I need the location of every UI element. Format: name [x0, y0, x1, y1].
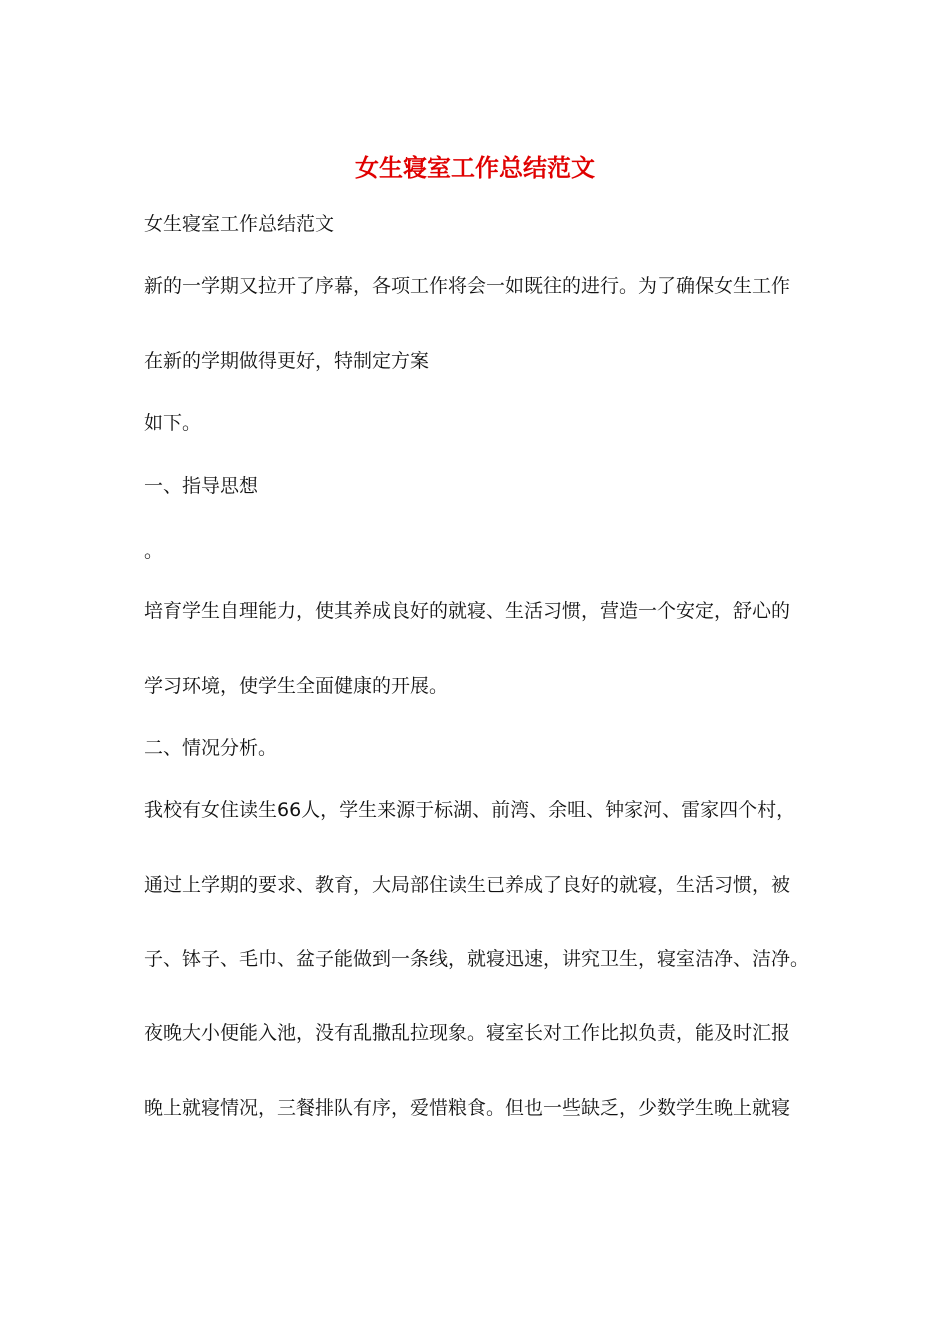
subtitle-line: 女生寝室工作总结范文: [144, 213, 335, 235]
paragraph-line: 在新的学期做得更好，特制定方案: [144, 350, 430, 372]
paragraph-line: 通过上学期的要求、教育，大局部住读生已养成了良好的就寝，生活习惯，被: [144, 874, 791, 896]
paragraph-line: 我校有女住读生66人，学生来源于标湖、前湾、余咀、钟家河、雷家四个村，: [144, 799, 796, 821]
paragraph-line: 学习环境，使学生全面健康的开展。: [144, 675, 449, 697]
paragraph-line: 新的一学期又拉开了序幕，各项工作将会一如既往的进行。为了确保女生工作: [144, 275, 791, 297]
section-heading: 二、情况分析。: [144, 737, 278, 759]
paragraph-line: 夜晚大小便能入池，没有乱撒乱拉现象。寝室长对工作比拟负责，能及时汇报: [144, 1022, 791, 1044]
paragraph-line: 子、钵子、毛巾、盆子能做到一条线，就寝迅速，讲究卫生，寝室洁净、洁净。: [144, 948, 810, 970]
paragraph-line: 培育学生自理能力，使其养成良好的就寝、生活习惯，营造一个安定，舒心的: [144, 600, 791, 622]
paragraph-line: 。: [144, 540, 164, 562]
paragraph-line: 晚上就寝情况，三餐排队有序，爱惜粮食。但也一些缺乏，少数学生晚上就寝: [144, 1097, 791, 1119]
paragraph-line: 如下。: [144, 412, 202, 434]
document-title: 女生寝室工作总结范文: [355, 153, 595, 182]
section-heading: 一、指导思想: [144, 475, 259, 497]
